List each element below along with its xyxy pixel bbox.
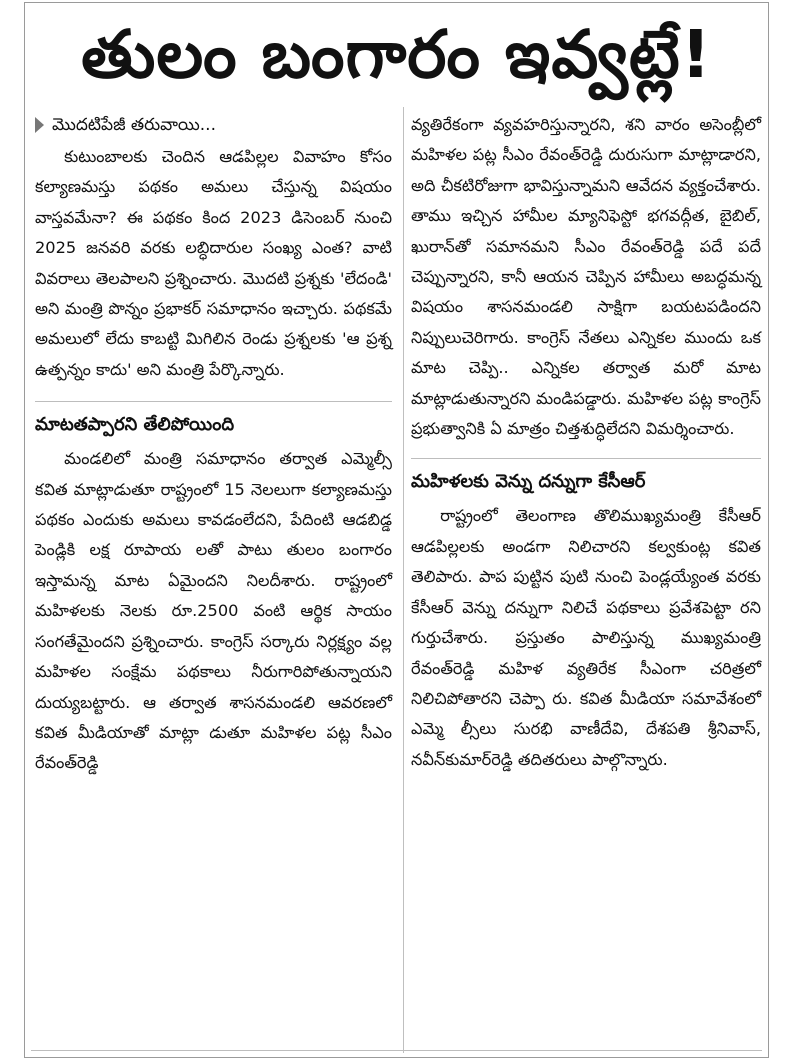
- column-divider: [403, 107, 404, 1053]
- continuation-label: మొదటిపేజీ తరువాయి...: [52, 114, 216, 135]
- left-paragraph-1: కుటుంబాలకు చెందిన ఆడపిల్లల వివాహం కోసం కల్యాణమస్తు పథకం అమలు చేస్తున్న విషయం వాస్తవమేనా? ఈ పథకం కింద 2023 డిసెంబర్ నుంచి 2025 జనవరి వరకు లబ్ధిదారుల సంఖ్య ఎంత? వాటి వివరాలు తెలపాలని ప్రశ్నించారు. మొదటి ప్రశ్నకు 'లేదండి' అని మంత్రి పొన్నం ప్రభాకర్ సమాధానం ఇచ్చారు. పథకమే అమలులో లేదు కాబట్టి మిగిలిన రెండు ప్రశ్నలకు 'ఆ ప్రశ్న ఉత్పన్నం కాదు' అని మంత్రి పేర్కొన్నారు.: [35, 147, 392, 379]
- continuation-line: [35, 108, 392, 142]
- right-column: [411, 110, 761, 775]
- left-column: [35, 108, 392, 779]
- headline: తులం బంగారం ఇవ్వట్లే!: [81, 16, 712, 93]
- arrow-icon: [35, 117, 44, 133]
- right-paragraph-2: రాష్ట్రంలో తెలంగాణ తొలిముఖ్యమంత్రి కేసీఆర్ ఆడపిల్లలకు అండగా నిలిచారని కల్వకుంట్ల కవిత తెలిపారు. పాప పుట్టిన పుటి నుంచి పెండ్లయ్యేంత వరకు కేసీఆర్ వెన్ను దన్నుగా నిలిచే పథకాలు ప్రవేశపెట్టా రని గుర్తుచేశారు. ప్రస్తుతం పాలిస్తున్న ముఖ్యమంత్రి రేవంత్‌రెడ్డి మహిళ వ్యతిరేక సీఎంగా చరిత్రలో నిలిచిపోతారని చెప్పా రు. కవిత మీడియా సమావేశంలో ఎమ్మె ల్సీలు సురభి వాణీదేవి, దేశపతి శ్రీనివాస్, నవీన్‌కుమార్‌రెడ్డి తదితరులు పాల్గొన్నారు.: [411, 506, 761, 769]
- subheading-2: మహిళలకు వెన్ను దన్నుగా కేసీఆర్: [411, 458, 761, 495]
- subheading-1: మాటతప్పారని తేలిపోయింది: [35, 401, 392, 438]
- bottom-rule: [31, 1050, 762, 1051]
- news-clipping: [24, 2, 769, 1058]
- left-paragraph-2: మండలిలో మంత్రి సమాధానం తర్వాత ఎమ్మెల్సీ కవిత మాట్లాడుతూ రాష్ట్రంలో 15 నెలలుగా కల్యాణమస్తు పథకం ఎందుకు అమలు కావడంలేదని, పేదింటి ఆడబిడ్డ పెండ్లికి లక్ష రూపాయ లతో పాటు తులం బంగారం ఇస్తామన్న మాట ఏమైందని నిలదీశారు. రాష్ట్రంలో మహిళలకు నెలకు రూ.2500 వంటి ఆర్థిక సాయం సంగతేమైందని ప్రశ్నించారు. కాంగ్రెస్ సర్కారు నిర్లక్ష్యం వల్ల మహిళల సంక్షేమ పథకాలు నీరుగారిపోతున్నాయని దుయ్యబట్టారు. ఆ తర్వాత శాసనమండలి ఆవరణలో కవిత మీడియాతో మాట్లా డుతూ మహిళల పట్ల సీఎం రేవంత్‌రెడ్డి: [35, 449, 392, 773]
- right-paragraph-1: వ్యతిరేకంగా వ్యవహరిస్తున్నారని, శని వారం అసెంబ్లీలో మహిళల పట్ల సీఎం రేవంత్‌రెడ్డి దురుసుగా మాట్లాడారని, అది చీకటిరోజుగా భావిస్తున్నామని ఆవేదన వ్యక్తంచేశారు. తాము ఇచ్చిన హామీల మ్యానిఫెస్టో భగవద్గీత, బైబిల్, ఖురాన్‌తో సమానమని సీఎం రేవంత్‌రెడ్డి పదే పదే చెప్పున్నారని, కానీ ఆయన చెప్పిన హామీలు అబద్ధమన్న విషయం శాసనమండలి సాక్షిగా బయటపడిందని నిప్పులుచెరిగారు. కాంగ్రెస్ నేతలు ఎన్నికల ముందు ఒక మాట చెప్పి.. ఎన్నికల తర్వాత మరో మాట మాట్లాడుతున్నారని మండిపడ్డారు. మహిళల పట్ల కాంగ్రెస్ ప్రభుత్వానికి ఏ మాత్రం చిత్తశుద్ధిలేదని విమర్శించారు.: [411, 115, 761, 439]
